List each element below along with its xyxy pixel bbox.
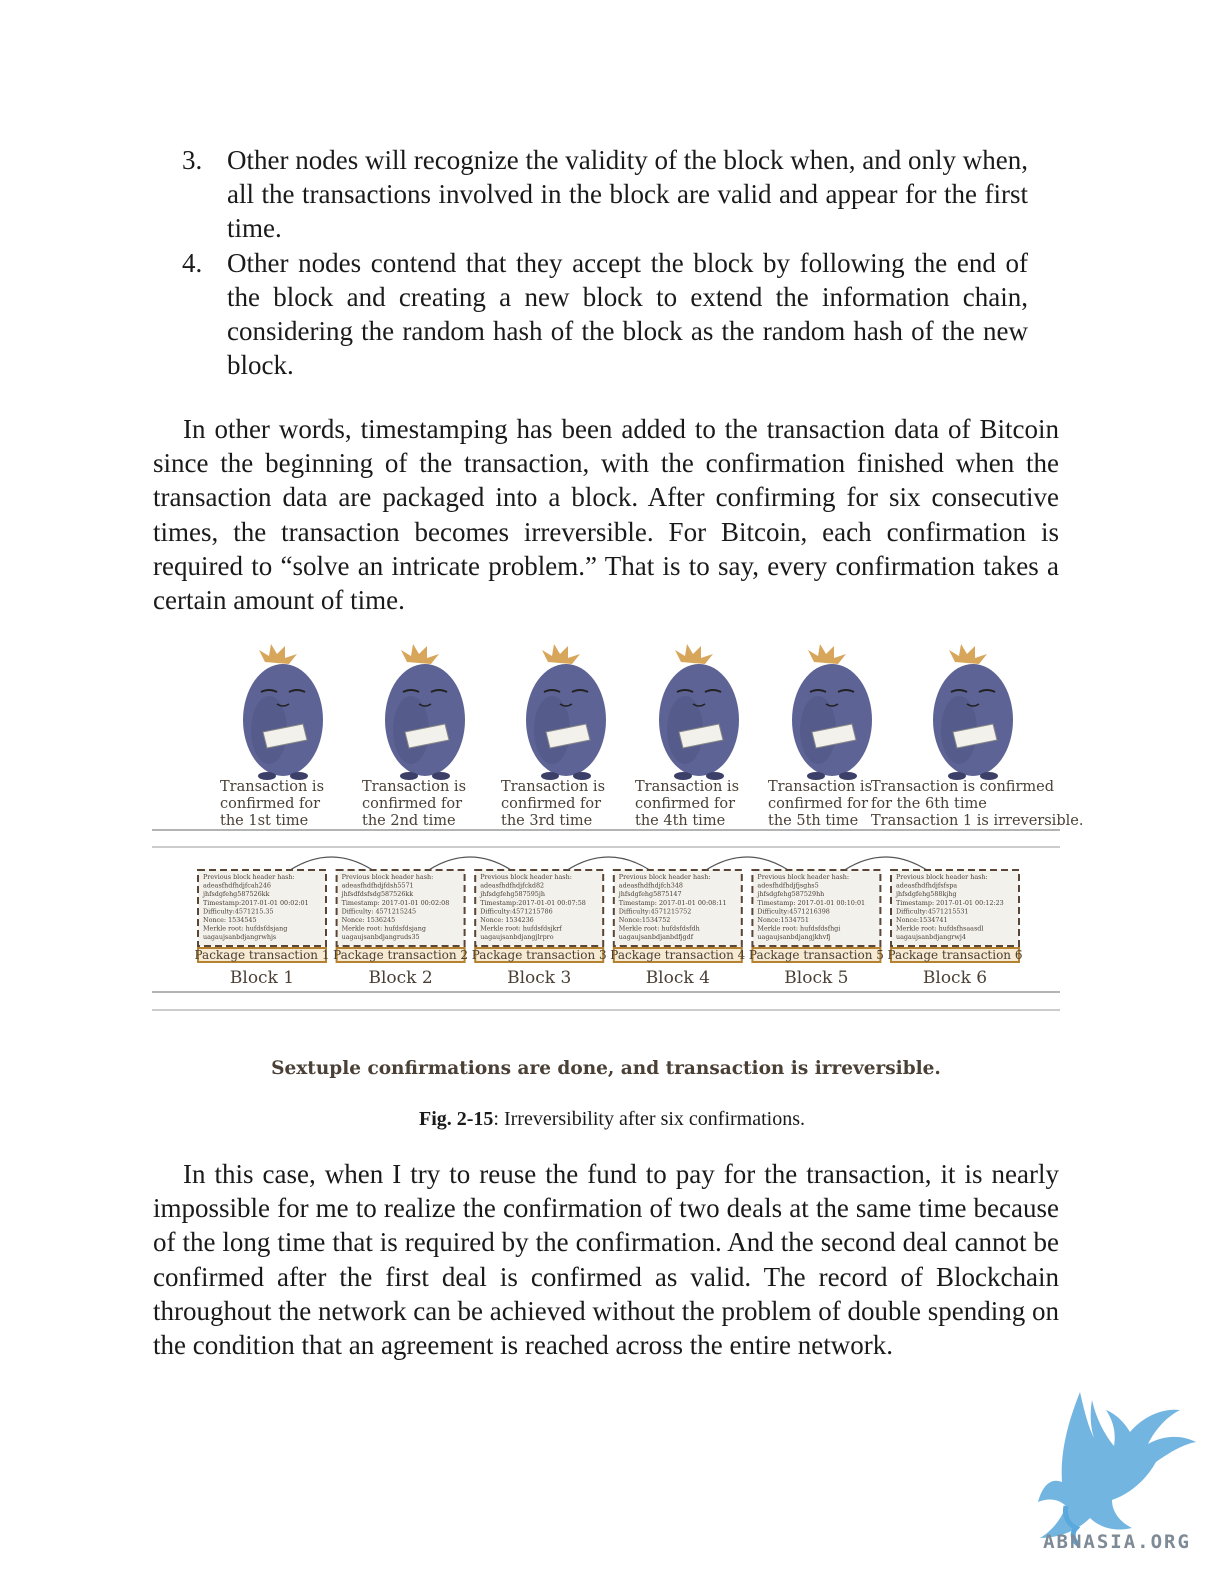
block-header-line: Timestamp: 2017-01-01 00:12:23 bbox=[896, 898, 1004, 907]
character-caption: Transaction is bbox=[768, 779, 873, 795]
list-item bbox=[182, 143, 1028, 246]
block-header-line: uagaujsanbdjanbdfjgdf bbox=[618, 933, 694, 942]
chain-link-arc bbox=[706, 857, 788, 870]
character-caption: for the 6th time bbox=[871, 796, 987, 812]
character-caption: confirmed for bbox=[362, 796, 463, 812]
block-header-line: adeasfhdfhdjfch348 bbox=[618, 881, 683, 890]
block-header-line: uagaujsanbdjangjlrpro bbox=[480, 933, 554, 942]
block-header-line: Merkle root: hufdsfdsfhgi bbox=[757, 924, 841, 933]
numbered-list bbox=[182, 143, 1028, 382]
block-header-line: Nonce: 1536245 bbox=[341, 916, 396, 924]
block-header-line: Difficulty:4571215752 bbox=[618, 907, 692, 916]
package-label: Package transaction 1 bbox=[194, 948, 330, 962]
character-caption: the 1st time bbox=[220, 813, 309, 829]
block-header-line: Timestamp:2017-01-01 00:07:58 bbox=[480, 898, 586, 907]
block-header-line: Merkle root: hufdsfhsaasdl bbox=[896, 924, 984, 933]
block-header-line: Nonce: 1534545 bbox=[203, 916, 257, 924]
hair-icon bbox=[542, 644, 580, 664]
block-header-line: Merkle root: hufdsfdsjkrf bbox=[480, 924, 562, 933]
block-name: Block 2 bbox=[368, 968, 433, 988]
package-label: Package transaction 2 bbox=[333, 948, 469, 962]
character-caption: the 4th time bbox=[635, 813, 726, 829]
chain-link-arc bbox=[290, 857, 372, 870]
block-header-line: Nonce:1534741 bbox=[896, 916, 948, 924]
block-header-line: Difficulty: 4571215245 bbox=[341, 907, 417, 916]
block-header-line: uagaujsanbdjangruds35 bbox=[341, 933, 420, 942]
package-label: Package transaction 6 bbox=[887, 948, 1023, 962]
block-header-line: Merkle root: hufdsfdsfdh bbox=[618, 924, 700, 933]
character-caption: confirmed for bbox=[501, 796, 602, 812]
hair-icon bbox=[808, 644, 846, 664]
block-header-line: uagaujsanbdjangjkhvfj bbox=[757, 933, 831, 942]
block-header-line: adeasfhdfhdjfcah246 bbox=[203, 881, 271, 890]
block-header-line: Nonce:1534751 bbox=[757, 916, 809, 924]
character-caption: confirmed for bbox=[768, 796, 869, 812]
block-header-line: jhfsdfdsfsdg587526kk bbox=[341, 890, 414, 899]
list-number: 3. bbox=[182, 145, 203, 175]
block-header-line: Merkle root: hufdsfdsjang bbox=[341, 924, 426, 933]
character-figure bbox=[243, 644, 323, 780]
block-header-line: Nonce:1534752 bbox=[618, 916, 671, 924]
block-header-line: adeasfhdfhdjfckd82 bbox=[480, 881, 545, 890]
block-header-line: Difficulty:4571215786 bbox=[480, 907, 553, 916]
block-header-line: uagaujsanbdjangrwhjs bbox=[203, 933, 277, 942]
character-figure bbox=[526, 644, 606, 780]
block-header-line: Timestamp: 2017-01-01 00:08:11 bbox=[618, 898, 727, 907]
block-name: Block 5 bbox=[784, 968, 849, 988]
block-header-line: Timestamp: 2017-01-01 00:02:08 bbox=[341, 898, 450, 907]
block-header-line: Previous block header hash: bbox=[757, 873, 850, 881]
character-caption: Transaction is bbox=[220, 779, 325, 795]
package-label: Package transaction 3 bbox=[471, 948, 607, 962]
block-name: Block 3 bbox=[507, 968, 572, 988]
body-paragraph: In this case, when I try to reuse the fund to pay for the transaction, it is nearly impossible for me to realize the confirmation of two deals at the same time because of the long time that is required by the confirmation. And the second deal cannot be confirmed after the first deal is confirmed as valid. The record of Blockchain throughout the network can be achieved without the problem of double spending on the condition that an agreement is reached across the entire network. bbox=[153, 1159, 1059, 1361]
figure-bottom-caption: Sextuple confirmations are done, and transaction is irreversible. bbox=[271, 1058, 941, 1079]
block-header-line: Timestamp:2017-01-01 00:02:01 bbox=[203, 898, 309, 907]
character-caption: the 2nd time bbox=[362, 813, 456, 829]
block-header-line: Difficulty:4571215531 bbox=[896, 907, 969, 916]
block-header-line: adeasfhdfhdjfsfspa bbox=[896, 881, 958, 890]
block-header-line: Previous block header hash: bbox=[341, 873, 434, 881]
chain-link-arc bbox=[845, 857, 927, 870]
list-text: Other nodes contend that they accept the block by following the end of the block and creating a new block to extend the information chain, considering the random hash of the block as the random hash of the new block. bbox=[227, 247, 1028, 381]
block-header-line: adesfhdfhdjfjsghs5 bbox=[757, 881, 819, 890]
character-figure bbox=[792, 644, 872, 780]
character-figure bbox=[385, 644, 465, 780]
list-text: Other nodes will recognize the validity of the block when, and only when, all the transactions involved in the block are valid and appear for the first time. bbox=[227, 145, 1028, 244]
figure-illustration bbox=[150, 640, 1084, 1100]
block-header-line: Difficulty:4571216398 bbox=[757, 907, 830, 916]
list-item bbox=[182, 246, 1028, 383]
character-caption: confirmed for bbox=[635, 796, 736, 812]
caption-label: Fig. 2-15 bbox=[418, 1108, 494, 1130]
character-caption: Transaction is bbox=[501, 779, 606, 795]
character-caption: Transaction is confirmed bbox=[871, 779, 1055, 795]
character-caption: Transaction is bbox=[362, 779, 467, 795]
block-header-line: jhfsdgfehg587595jh bbox=[480, 890, 545, 899]
character-caption: the 3rd time bbox=[501, 813, 593, 829]
block-name: Block 6 bbox=[922, 968, 988, 988]
block-header-line: Previous block header hash: bbox=[618, 873, 711, 881]
block-name: Block 1 bbox=[229, 968, 295, 988]
package-label: Package transaction 5 bbox=[748, 948, 884, 962]
body-paragraph: In other words, timestamping has been added to the transaction data of Bitcoin since the beginning of the transaction, with the confirmation finished when the transaction data are packaged into a block. After confirming for six consecutive times, the transaction becomes irreversible. For Bitcoin, each confirmation is required to “solve an intricate problem.” That is to say, every confirmation takes a certain amount of time. bbox=[153, 414, 1059, 616]
block-header-line: jhfsdgfehg587529hh bbox=[757, 890, 825, 899]
block-header-line: adeasfhdfhdjfdsh5571 bbox=[341, 881, 414, 890]
block-header-line: uagaujsanbdjangrwj4 bbox=[896, 933, 966, 942]
hair-icon bbox=[401, 644, 439, 664]
block-header-line: Previous block header hash: bbox=[203, 873, 295, 881]
chain-link-arc bbox=[567, 857, 649, 870]
block-header-line: Previous block header hash: bbox=[896, 873, 988, 881]
character-caption: confirmed for bbox=[220, 796, 321, 812]
character-figure bbox=[933, 644, 1013, 780]
logo-text: ABNASIA.ORG bbox=[1043, 1531, 1191, 1553]
block-header-line: jhfsdgfehg5875147 bbox=[618, 890, 682, 899]
hair-icon bbox=[259, 644, 297, 664]
character-caption: the 5th time bbox=[768, 813, 859, 829]
block-header-line: jhfsdgfehg588kjhg bbox=[896, 890, 957, 899]
list-number: 4. bbox=[182, 247, 203, 278]
block-header-line: jhfsdgfehg587526kk bbox=[203, 890, 270, 899]
caption-text: : Irreversibility after six confirmations. bbox=[493, 1108, 805, 1130]
hair-icon bbox=[949, 644, 987, 664]
block-header-line: Merkle root: hufdsfdsjang bbox=[203, 924, 288, 933]
block-header-line: Previous block header hash: bbox=[480, 873, 572, 881]
block-name: Block 4 bbox=[645, 968, 710, 988]
character-figure bbox=[659, 644, 739, 780]
character-caption: Transaction 1 is irreversible. bbox=[871, 813, 1084, 829]
figure-caption bbox=[0, 1108, 1224, 1131]
character-caption: Transaction is bbox=[635, 779, 740, 795]
block-header-line: Nonce: 1534236 bbox=[480, 916, 534, 924]
block-header-line: Difficulty:4571215.35 bbox=[203, 907, 274, 916]
figure-svg bbox=[150, 640, 1084, 1100]
block-header-line: Timestamp: 2017-01-01 00:10:01 bbox=[757, 898, 866, 907]
hair-icon bbox=[675, 644, 713, 664]
package-label: Package transaction 4 bbox=[610, 948, 746, 962]
chain-link-arc bbox=[429, 857, 511, 870]
